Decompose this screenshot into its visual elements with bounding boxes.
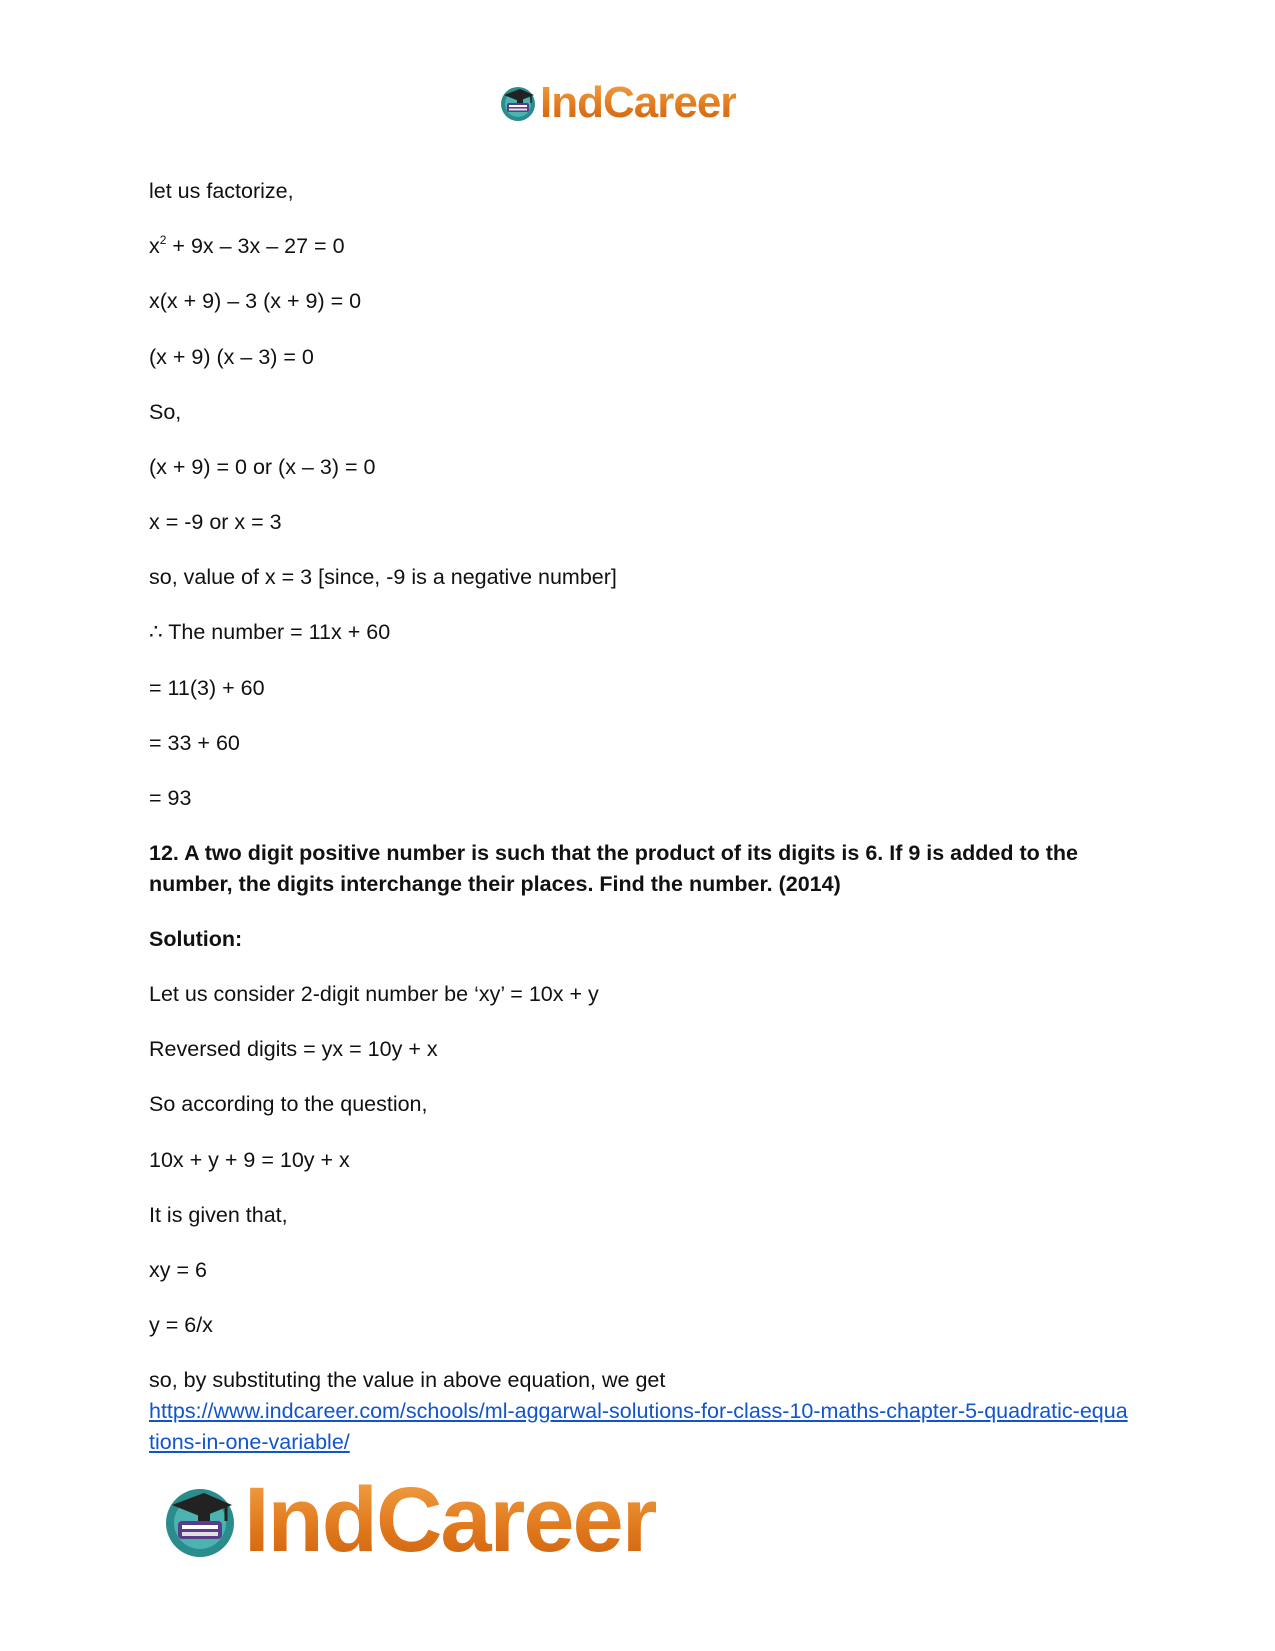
solution-label: Solution: (149, 927, 243, 952)
equation-line: ∴ The number = 11x + 60 (149, 620, 391, 645)
graduation-cap-book-icon (160, 1481, 240, 1561)
equation-line: = 33 + 60 (149, 730, 240, 755)
superscript: 2 (159, 233, 167, 248)
source-link[interactable]: https://www.indcareer.com/schools/ml-aggarwal-solutions-for-class-10-maths-chapter-5-quadratic-equations-in-one-variable/ (149, 1399, 1128, 1455)
graduation-cap-book-icon (498, 83, 538, 123)
question-heading: 12. A two digit positive number is such that the product of its digits is 6. If 9 is added to the number, the digits interchange their places. Find the number. (2014) (149, 841, 1078, 897)
text-line: Let us consider 2-digit number be ‘xy’ = 10x + y (149, 982, 599, 1007)
text-line: Reversed digits = yx = 10y + x (149, 1037, 438, 1062)
equation-line: x = -9 or x = 3 (149, 510, 282, 535)
logo-wordmark: IndCareer (540, 78, 737, 127)
document-body (149, 176, 1129, 1458)
equation-part: x (149, 234, 160, 259)
equation-line: xy = 6 (149, 1257, 207, 1282)
logo-wordmark: IndCareer (244, 1469, 656, 1571)
equation-line: (x + 9) (x – 3) = 0 (149, 344, 314, 369)
footer-logo (160, 1468, 656, 1573)
text-line: It is given that, (149, 1202, 288, 1227)
equation-line: y = 6/x (149, 1313, 213, 1338)
text-line: so, by substituting the value in above equation, we get (149, 1368, 666, 1393)
equation-line: (x + 9) = 0 or (x – 3) = 0 (149, 454, 376, 479)
equation-line: = 11(3) + 60 (149, 675, 265, 700)
equation-line: x(x + 9) – 3 (x + 9) = 0 (149, 289, 362, 314)
header-logo (498, 78, 736, 128)
equation-line: 10x + y + 9 = 10y + x (149, 1147, 350, 1172)
equation-line (149, 231, 1129, 262)
text-line: so, value of x = 3 [since, -9 is a negative number] (149, 565, 617, 590)
text-line: So according to the question, (149, 1092, 428, 1117)
text-line: let us factorize, (149, 179, 294, 203)
equation-part: + 9x – 3x – 27 = 0 (166, 234, 345, 259)
equation-line: = 93 (149, 785, 192, 810)
text-line: So, (149, 399, 182, 424)
